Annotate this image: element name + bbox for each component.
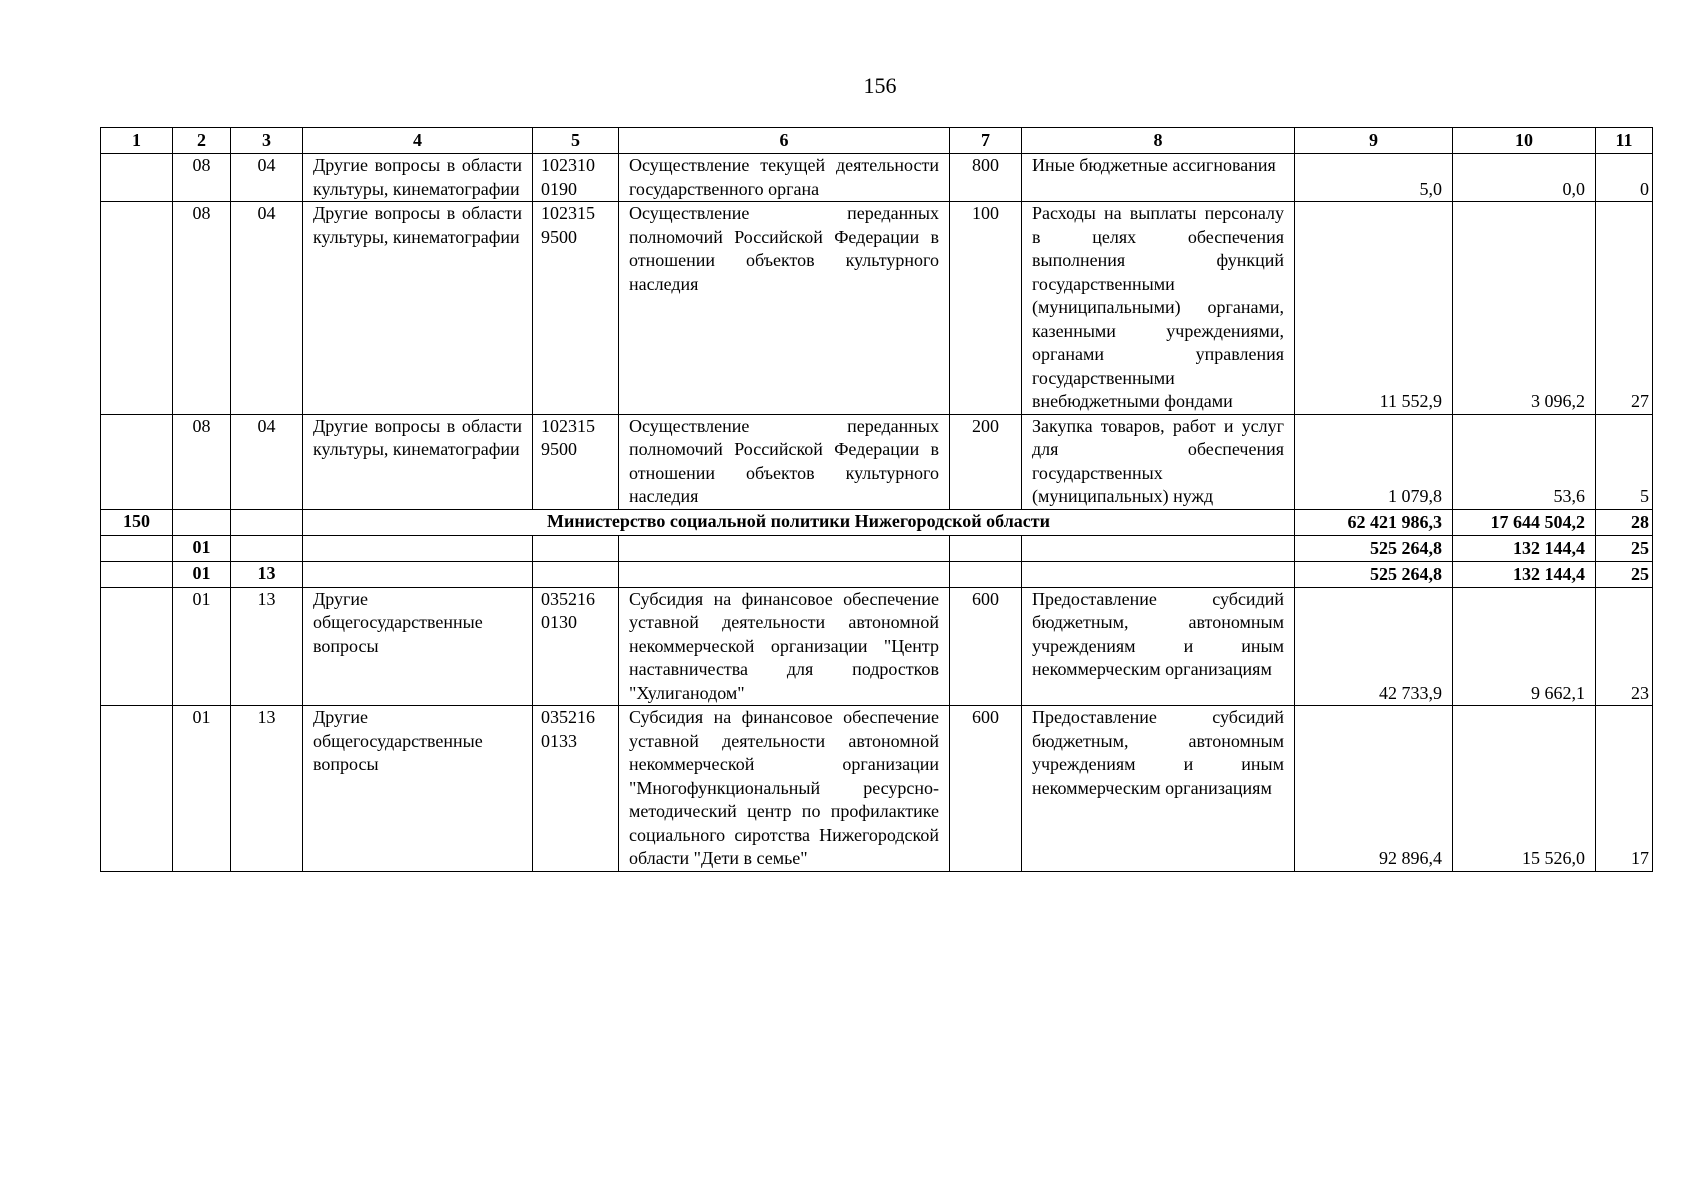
subsection-total-row: [101, 561, 1653, 587]
subsection-name: Другие вопросы в области культуры, кинематографии: [303, 202, 533, 415]
subsection-name: Другие вопросы в области культуры, кинематографии: [303, 154, 533, 202]
subsection-code: 04: [231, 414, 303, 509]
amount-actual: 0,0: [1453, 154, 1596, 202]
column-header: 5: [533, 128, 619, 154]
cell-col7: [950, 561, 1022, 587]
amount-actual: 3 096,2: [1453, 202, 1596, 415]
cell-col1: [101, 706, 173, 872]
target-article-code: 102310 0190: [533, 154, 619, 202]
expense-type-code: 600: [950, 706, 1022, 872]
cell-col1: [101, 154, 173, 202]
amount-plan: 1 079,8: [1295, 414, 1453, 509]
column-header: 2: [173, 128, 231, 154]
amount-plan: 92 896,4: [1295, 706, 1453, 872]
expense-type-code: 200: [950, 414, 1022, 509]
amount-plan: 5,0: [1295, 154, 1453, 202]
cell-col1: [101, 202, 173, 415]
target-article-name: Субсидия на финансовое обеспечение уставной деятельности автономной некоммерческой организации "Центр наставничества для подростков "Хулиганодом": [619, 587, 950, 706]
expense-type-code: 800: [950, 154, 1022, 202]
column-header: 11: [1596, 128, 1653, 154]
amount-actual: 15 526,0: [1453, 706, 1596, 872]
table-row: [101, 414, 1653, 509]
cell-col3: [231, 509, 303, 535]
budget-table: [100, 127, 1653, 872]
percent: 5: [1596, 414, 1653, 509]
section-code: 01: [173, 561, 231, 587]
table-row: [101, 587, 1653, 706]
ministry-total-row: [101, 509, 1653, 535]
target-article-name: Осуществление переданных полномочий Российской Федерации в отношении объектов культурного наследия: [619, 414, 950, 509]
amount-plan: 525 264,8: [1295, 561, 1453, 587]
subsection-code: 04: [231, 154, 303, 202]
ministry-name: Министерство социальной политики Нижегородской области: [303, 509, 1295, 535]
section-code: 01: [173, 535, 231, 561]
column-header: 3: [231, 128, 303, 154]
subsection-code: 13: [231, 706, 303, 872]
amount-actual: 132 144,4: [1453, 561, 1596, 587]
column-header: 8: [1022, 128, 1295, 154]
cell-col6: [619, 561, 950, 587]
section-code: 08: [173, 202, 231, 415]
cell-col5: [533, 535, 619, 561]
cell-col8: [1022, 561, 1295, 587]
amount-plan: 11 552,9: [1295, 202, 1453, 415]
cell-col1: [101, 587, 173, 706]
cell-col4: [303, 535, 533, 561]
target-article-name: Осуществление текущей деятельности государственного органа: [619, 154, 950, 202]
table-row: [101, 706, 1653, 872]
amount-actual: 9 662,1: [1453, 587, 1596, 706]
page-number: 156: [863, 73, 897, 98]
cell-col1: [101, 535, 173, 561]
expense-type-code: 600: [950, 587, 1022, 706]
percent: 28: [1596, 509, 1653, 535]
amount-actual: 17 644 504,2: [1453, 509, 1596, 535]
amount-actual: 53,6: [1453, 414, 1596, 509]
cell-col1: [101, 561, 173, 587]
section-total-row: [101, 535, 1653, 561]
percent: 25: [1596, 535, 1653, 561]
target-article-name: Субсидия на финансовое обеспечение уставной деятельности автономной некоммерческой организации "Многофункциональный ресурсно-методический центр по профилактике социального сиротства Нижегородской области "Дети в семье": [619, 706, 950, 872]
percent: 17: [1596, 706, 1653, 872]
amount-plan: 62 421 986,3: [1295, 509, 1453, 535]
expense-type-name: Расходы на выплаты персоналу в целях обеспечения выполнения функций государственными (муниципальными) органами, казенными учреждениями, органами управления государственными внебюджетными фондами: [1022, 202, 1295, 415]
ministry-code: 150: [101, 509, 173, 535]
cell-col8: [1022, 535, 1295, 561]
subsection-code: 04: [231, 202, 303, 415]
subsection-code: 13: [231, 587, 303, 706]
target-article-code: 035216 0133: [533, 706, 619, 872]
cell-col4: [303, 561, 533, 587]
target-article-code: 102315 9500: [533, 414, 619, 509]
subsection-name: Другие вопросы в области культуры, кинематографии: [303, 414, 533, 509]
percent: 0: [1596, 154, 1653, 202]
cell-col3: [231, 535, 303, 561]
target-article-code: 102315 9500: [533, 202, 619, 415]
amount-actual: 132 144,4: [1453, 535, 1596, 561]
expense-type-code: 100: [950, 202, 1022, 415]
cell-col5: [533, 561, 619, 587]
percent: 23: [1596, 587, 1653, 706]
expense-type-name: Предоставление субсидий бюджетным, автономным учреждениям и иным некоммерческим организациям: [1022, 706, 1295, 872]
column-header: 7: [950, 128, 1022, 154]
cell-col1: [101, 414, 173, 509]
subsection-name: Другие общегосударственные вопросы: [303, 587, 533, 706]
column-header: 1: [101, 128, 173, 154]
table-header-row: [101, 128, 1653, 154]
section-code: 01: [173, 706, 231, 872]
percent: 27: [1596, 202, 1653, 415]
cell-col6: [619, 535, 950, 561]
cell-col2: [173, 509, 231, 535]
column-header: 10: [1453, 128, 1596, 154]
column-header: 4: [303, 128, 533, 154]
percent: 25: [1596, 561, 1653, 587]
subsection-code: 13: [231, 561, 303, 587]
section-code: 01: [173, 587, 231, 706]
table-row: [101, 202, 1653, 415]
expense-type-name: Предоставление субсидий бюджетным, автономным учреждениям и иным некоммерческим организациям: [1022, 587, 1295, 706]
expense-type-name: Иные бюджетные ассигнования: [1022, 154, 1295, 202]
cell-col7: [950, 535, 1022, 561]
column-header: 9: [1295, 128, 1453, 154]
section-code: 08: [173, 154, 231, 202]
column-header: 6: [619, 128, 950, 154]
section-code: 08: [173, 414, 231, 509]
target-article-name: Осуществление переданных полномочий Российской Федерации в отношении объектов культурного наследия: [619, 202, 950, 415]
expense-type-name: Закупка товаров, работ и услуг для обеспечения государственных (муниципальных) нужд: [1022, 414, 1295, 509]
amount-plan: 42 733,9: [1295, 587, 1453, 706]
target-article-code: 035216 0130: [533, 587, 619, 706]
table-row: [101, 154, 1653, 202]
subsection-name: Другие общегосударственные вопросы: [303, 706, 533, 872]
amount-plan: 525 264,8: [1295, 535, 1453, 561]
